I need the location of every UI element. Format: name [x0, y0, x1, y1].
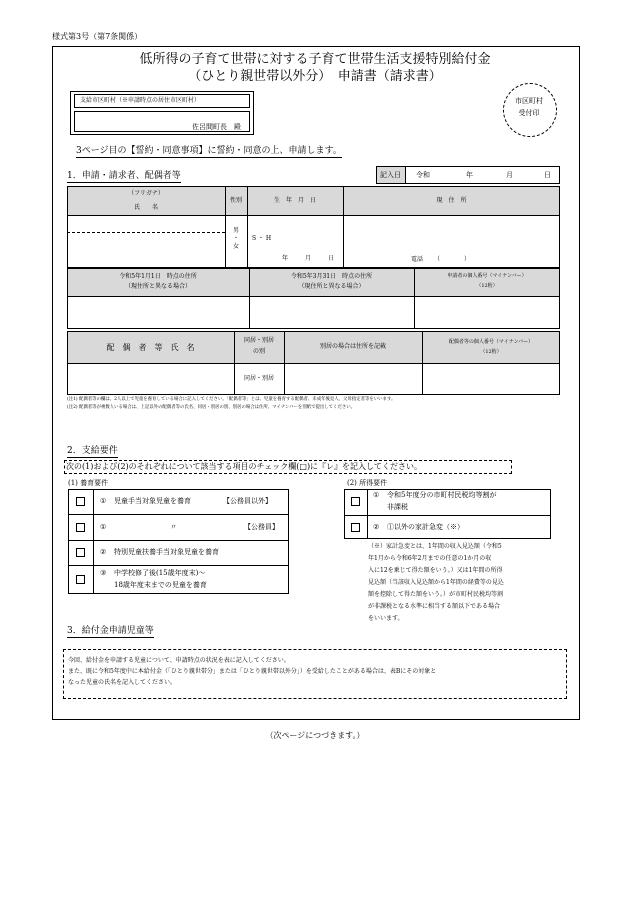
group1-item4-text-2: 18歳年度末までの児童を養育 — [114, 581, 207, 589]
checkbox-tax-exempt[interactable] — [351, 497, 360, 506]
spouse-name-label: 配 偶 者 等 氏 名 — [106, 343, 195, 352]
applicant-mynumber-label-1: 申請者の個人番号（マイナンバー） — [447, 273, 527, 279]
separate-addr-label: 別居の場合は住所を記載 — [319, 343, 386, 350]
title-line-1: 低所得の子育て世帯に対する子育て世帯生活支援特別給付金 — [139, 52, 491, 67]
spouse-mynumber-label-2: （12桁） — [480, 349, 502, 355]
address-label: 現 住 所 — [436, 197, 467, 204]
sex-male[interactable]: 男 — [232, 227, 239, 234]
sex-label: 性別 — [229, 197, 242, 204]
cohab-label-1: 同居・別居 — [243, 337, 274, 344]
section3-line-2: また、既に令和5年度中に本給付金（「ひとり親世帯分」または「ひとり親世帯以外分」）を受給したことがある場合は、表Bにその対象と — [68, 668, 437, 675]
note-line-6: が非課税となる水準に相当する額以下である場合 — [368, 603, 501, 610]
checkbox-special-child-allowance[interactable] — [76, 548, 85, 557]
group1-item1-num: ① — [100, 497, 107, 505]
section1-note-1: (注1) 配偶者等の欄は、2人以上で児童を養育している場合に記入してください。「配偶者等」とは、児童を養育する配偶者、未成年後見人、父母指定者等をいいます。 — [67, 397, 396, 402]
title-line-2: （ひとり親世帯以外分） 申請書（請求書） — [188, 69, 442, 84]
applicant-name-field[interactable] — [68, 233, 224, 267]
section1-heading: 1．申請・請求者、配偶者等 — [67, 171, 181, 181]
municipality-label: 支給市区町村（※申請時点の居住市区町村） — [80, 97, 201, 104]
addr-jan-label-1: 令和5年1月1日 時点の住所 — [119, 273, 197, 280]
stamp-line-2: 受付印 — [518, 109, 540, 117]
sex-dot: ・ — [232, 235, 239, 242]
addr-jan-label-2: （現住所と異なる場合） — [124, 283, 191, 290]
group2-item1-num: ① — [373, 491, 380, 499]
section3-line-3: なった児童の氏名を記入してください。 — [68, 679, 177, 686]
fill-date-day: 日 — [544, 171, 551, 179]
fill-date-era: 令和 — [416, 171, 430, 179]
section1-note-2: (注2) 配偶者等が複数人いる場合は、上記以外の配偶者等の氏名、同居・別居の別、別居の場合は住所、マイナンバーを別紙で提出してください。 — [67, 405, 356, 410]
section3-line-1: 今回、給付金を申請する児童について、申請時点の状況を表に記入してください。 — [68, 657, 290, 664]
cohab-selector[interactable]: 同居・別居 — [243, 375, 274, 382]
note-line-1: （※）家計急変とは、1年間の収入見込額（令和5 — [368, 543, 502, 550]
current-address-field[interactable] — [344, 216, 559, 252]
note-line-2: 年1月から令和6年2月までの任意の1か月の収 — [368, 555, 492, 562]
group1-item4-text-1: 中学校修了後(15歳年度末)～ — [114, 569, 206, 577]
group1-item4-num: ③ — [100, 569, 107, 577]
group2-item1-text-1: 令和5年度分の市町村民税均等割が — [387, 491, 497, 499]
name-label: 氏 名 — [133, 204, 158, 211]
addr-mar-label-2: （現住所と異なる場合） — [298, 283, 365, 290]
checkbox-high-school-age-child[interactable] — [76, 575, 85, 584]
section2-instruction: 次の(1)および(2)のそれぞれについて該当する項目のチェック欄(□)に『レ』を記入してください。 — [66, 462, 423, 471]
dob-day-unit: 日 — [328, 255, 335, 262]
note-line-4: 見込額（当該収入見込額から1年間の経費等の見込 — [368, 579, 504, 586]
phone-label: 電話 — [411, 256, 424, 263]
separate-addr-field[interactable] — [285, 364, 421, 394]
era-options[interactable]: S ・ H — [252, 235, 272, 242]
mayor-name: 佐呂間町長 殿 — [192, 123, 241, 131]
addr-mar-field[interactable] — [250, 297, 413, 328]
sex-female[interactable]: 女 — [232, 243, 239, 250]
checkbox-child-allowance-public[interactable] — [76, 523, 85, 532]
group2-item1-text-2: 非課税 — [387, 503, 408, 511]
addr-jan-field[interactable] — [68, 297, 248, 328]
group1-item2-ditto: 〃 — [170, 523, 177, 531]
stamp-line-1: 市区町村 — [515, 97, 543, 105]
applicant-mynumber-label-2: （12桁） — [476, 283, 498, 289]
group2-item2-text: ①以外の家計急変（※） — [387, 523, 464, 531]
group1-item3-num: ② — [100, 548, 107, 556]
group2-label: (2) 所得要件 — [347, 479, 388, 487]
group2-item2-num: ② — [373, 523, 380, 531]
dob-label: 生 年 月 日 — [273, 197, 316, 204]
applicant-mynumber-field[interactable] — [415, 297, 559, 328]
note-line-5: 額を控除して得た額をいう。）が市町村民税均等割 — [368, 591, 504, 598]
applicant-furigana-field[interactable] — [68, 216, 224, 232]
dob-year-unit: 年 — [282, 255, 289, 262]
group1-item3-text: 特別児童扶養手当対象児童を養育 — [114, 548, 219, 556]
dob-month-unit: 月 — [305, 255, 312, 262]
note-line-7: をいいます。 — [368, 615, 404, 622]
continued-note: （次ページにつづきます。） — [265, 731, 365, 740]
group1-item1-text: 児童手当対象児童を養育 — [114, 497, 191, 505]
spouse-mynumber-label-1: 配偶者等の個人番号（マイナンバー） — [448, 339, 534, 345]
furigana-label: （フリガナ） — [128, 190, 164, 197]
group1-item2-tag: 【公務員】 — [244, 523, 279, 531]
section3-heading: 3．給付金申請児童等 — [67, 626, 154, 636]
form-number: 様式第3号（第7条関係） — [52, 32, 143, 41]
phone-field[interactable]: （ ） — [434, 256, 471, 263]
fill-date-year: 年 — [466, 171, 473, 179]
cohab-label-2: の別 — [252, 348, 265, 355]
section2-heading: 2．支給要件 — [67, 446, 118, 456]
group1-item1-tag: 【公務員以外】 — [223, 497, 272, 505]
pledge-note: 3ページ目の【誓約・同意事項】に誓約・同意の上、申請します。 — [76, 146, 342, 156]
checkbox-sudden-income-change[interactable] — [351, 523, 360, 532]
spouse-name-field[interactable] — [68, 364, 233, 394]
note-line-3: 入に12を乗じて得た額をいう。）又は1年間の所得 — [368, 567, 503, 574]
addr-mar-label-1: 令和5年3月31日 時点の住所 — [290, 273, 373, 280]
spouse-mynumber-field[interactable] — [423, 364, 559, 394]
checkbox-child-allowance-nonpublic[interactable] — [76, 497, 85, 506]
fill-date-label: 記入日 — [380, 171, 401, 179]
group1-label: (1) 養育要件 — [68, 479, 109, 487]
fill-date-month: 月 — [506, 171, 513, 179]
group1-item2-num: ① — [100, 523, 107, 531]
